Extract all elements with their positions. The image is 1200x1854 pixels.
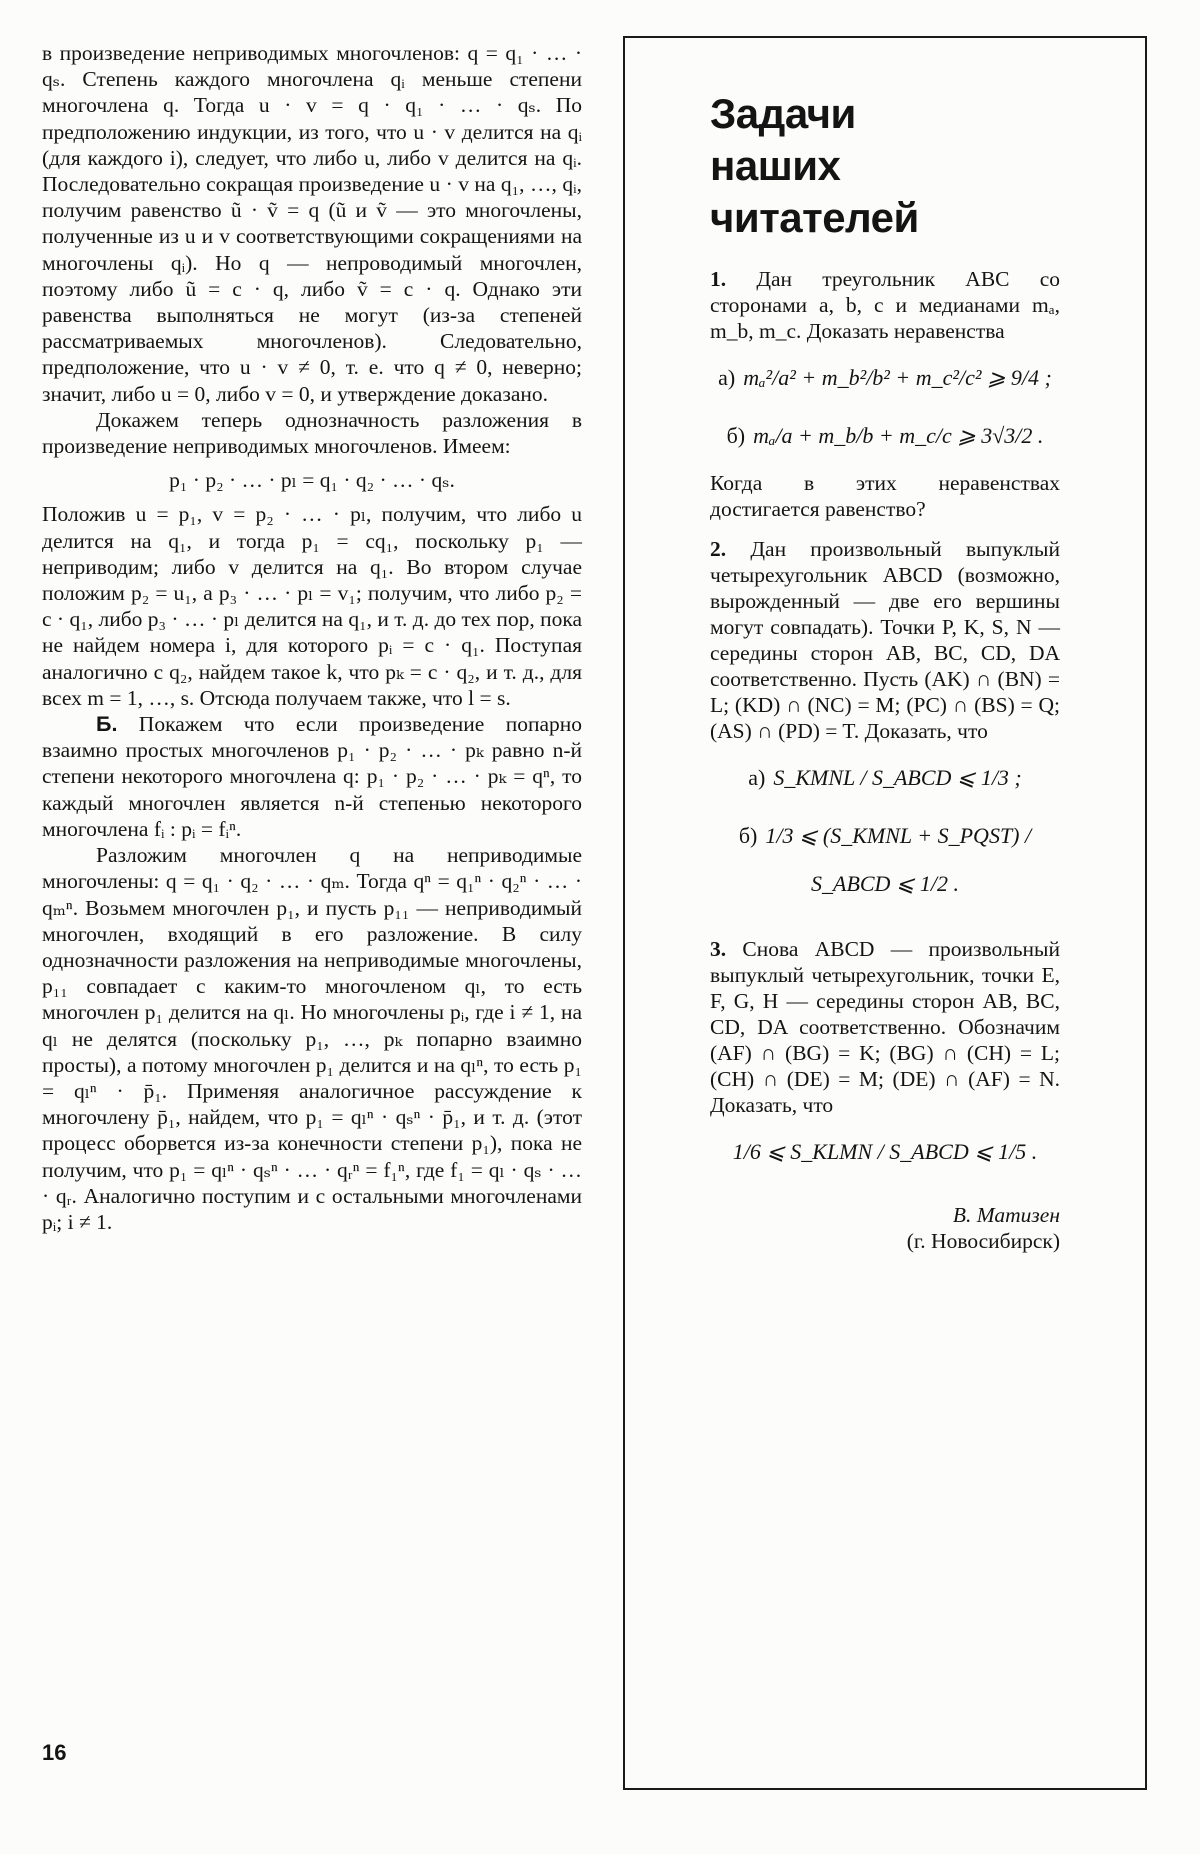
sidebar-title: [710, 88, 1060, 244]
readers-problems-content: [710, 88, 1060, 1254]
section-b-label: Б.: [96, 712, 118, 737]
paragraph-section-b: [42, 711, 582, 842]
paragraph-uniqueness-intro: Докажем теперь однозначность разложения в произведение неприводимых многочленов. Имеем:: [42, 407, 582, 459]
section-b-text: Покажем что если произведение попарно взаимно простых многочленов p₁ · p₂ · … · pₖ равно n-й степени некоторого многочлена q: p₁ · p₂ · … · pₖ = qⁿ, то каждый многочлен является n-й степенью некоторого многочлена fᵢ : pᵢ = fᵢⁿ.: [42, 712, 583, 841]
problem-2-formula-a: а) S_KMNL / S_ABCD ⩽ 1/3 ;: [748, 765, 1022, 790]
paragraph-decomposition: Разложим многочлен q на неприводимые многочлены: q = q₁ · q₂ · … · qₘ. Тогда qⁿ = q₁ⁿ · q₂ⁿ · … · qₘⁿ. Возьмем многочлен p₁, и пусть p₁₁ — неприводимый многочлен, входящий в его разложение. В силу однозначности разложения на неприводимые многочлены, p₁₁ совпадает с каким-то многочленом qₗ, то есть многочлен p₁ делится на qₗ. Но многочлены pᵢ, где i ≠ 1, на qₗ не делятся (поскольку p₁, …, pₖ попарно взаимно просты), а потому многочлен p₁ делится и на qₗⁿ, то есть p₁ = qₗⁿ · p̄₁. Применяя аналогичное рассуждение к многочлену p̄₁, найдем, что p₁ = qₗⁿ · qₛⁿ · p̄₁, и т. д. (этот процесс оборвется из-за конечности степени p₁), пока не получим, что p₁ = qₗⁿ · qₛⁿ · … · qᵣⁿ = f₁ⁿ, где f₁ = qₗ · qₛ · … · qᵣ. Аналогично поступим и с остальными многочленами pᵢ; i ≠ 1.: [42, 843, 582, 1234]
author-city: (г. Новосибирск): [906, 1229, 1060, 1253]
problem-3-text: Снова ABCD — произвольный выпуклый четырехугольник, точки E, F, G, H — середины сторон AB, BC, CD, DA соответственно. Обозначим (AF) ∩ (BG) = K; (BG) ∩ (CH) = L; (CH) ∩ (DE) = M; (DE) ∩ (AF) = N. Доказать, что: [710, 937, 1060, 1117]
page-number: 16: [42, 1740, 67, 1765]
problem-1-formula-a: а) mₐ²/a² + m_b²/b² + m_c²/c² ⩾ 9/4 ;: [718, 365, 1052, 390]
readers-problems-box: [623, 36, 1147, 1790]
problem-2-number: 2.: [710, 537, 727, 561]
problem-1: [710, 266, 1060, 344]
problem-1-number: 1.: [710, 267, 727, 291]
title-line-3: читателей: [710, 194, 919, 241]
problem-3-number: 3.: [710, 937, 727, 961]
paragraph-induction: в произведение неприводимых многочленов: q = q₁ · … · qₛ. Степень каждого многочлена qᵢ меньше степени многочлена q. Тогда u · v = q · q₁ · … · qₛ. По предположению индукции, из того, что u · v делится на qᵢ (для каждого i), следует, что либо u, либо v делится на qᵢ. Последовательно сокращая произведение u · v на q₁, …, qᵢ, получим равенство ũ · ṽ = q (ũ и ṽ — это многочлены, полученные из u и v соответствующими сокращениями на многочлены qᵢ). Но q — непроводимый многочлен, поэтому либо ũ = c · q, либо ṽ = c · q. Однако эти равенства выполняться не могут (из-за степеней рассматриваемых многочленов). Следовательно, предположение, что u · v ≠ 0, т. е. что q ≠ 0, неверно; значит, либо u = 0, либо v = 0, и утверждение доказано.: [42, 41, 582, 406]
author-name: В. Матизен: [952, 1203, 1060, 1227]
paragraph-uniqueness-proof: Положив u = p₁, v = p₂ · … · pₗ, получим, что либо u делится на q₁, и тогда p₁ = cq₁, поскольку p₁ — неприводим; либо v делится на q₁. Во втором случае положим p₂ = u₁, а p₃ · … · pₗ = v₁; получим, что либо p₂ = c · q₁, либо p₃ · … · pₗ делится на q₁, и т. д. до тех пор, пока не найдем номера i, для которого pᵢ = c · q₁. Поступая аналогично с q₂, найдем такое k, что pₖ = c · q₂, и т. д., для всех m = 1, …, s. Отсюда получаем также, что l = s.: [42, 502, 582, 710]
equation-products: p₁ · p₂ · … · pₗ = q₁ · q₂ · … · qₛ.: [169, 468, 455, 493]
problem-1-question: Когда в этих неравенствах достигается равенство?: [710, 471, 1060, 521]
problem-3: [710, 936, 1060, 1118]
problem-2-formula-b: б) 1/3 ⩽ (S_KMNL + S_PQST) / S_ABCD ⩽ 1/2 .: [738, 823, 1032, 896]
article-column: [42, 40, 582, 1235]
problem-3-formula: 1/6 ⩽ S_KLMN / S_ABCD ⩽ 1/5 .: [732, 1139, 1038, 1164]
title-line-1: Задачи: [710, 90, 856, 137]
problem-1-formula-b: б) mₐ/a + m_b/b + m_c/c ⩾ 3√3/2 .: [726, 423, 1044, 448]
problem-1-text: Дан треугольник ABC со сторонами a, b, c и медианами mₐ, m_b, m_c. Доказать неравенства: [710, 267, 1060, 343]
problem-2: [710, 536, 1060, 744]
problem-2-text: Дан произвольный выпуклый четырехугольник ABCD (возможно, вырожденный — две его вершины могут совпадать). Точки P, K, S, N — середины сторон AB, BC, CD, DA соответственно. Пусть (AK) ∩ (BN) = L; (KD) ∩ (NC) = M; (PC) ∩ (BS) = Q; (AS) ∩ (PD) = T. Доказать, что: [710, 537, 1060, 743]
title-line-2: наших: [710, 142, 841, 189]
